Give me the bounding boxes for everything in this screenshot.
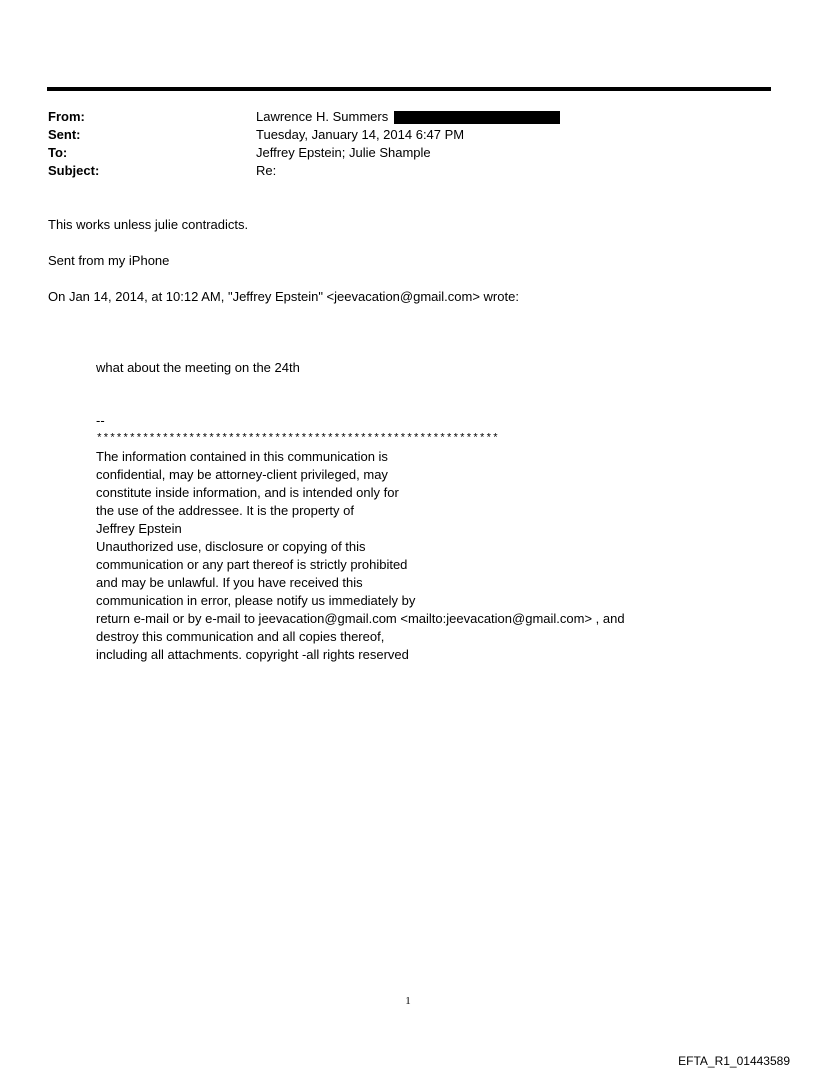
quote-attribution: On Jan 14, 2014, at 10:12 AM, "Jeffrey Epstein" <jeevacation@gmail.com> wrote: [48, 289, 519, 304]
header-divider [47, 87, 771, 91]
subject-label: Subject: [48, 163, 100, 178]
quoted-text: what about the meeting on the 24th [96, 360, 300, 375]
from-row [48, 108, 768, 126]
subject-value: Re: [256, 163, 277, 178]
notice-line: confidential, may be attorney-client privileged, may [96, 467, 388, 482]
signature-stars: ************************************************************* [96, 433, 499, 445]
confidentiality-notice [96, 412, 776, 664]
sent-row [48, 126, 768, 144]
quoted-message [96, 359, 776, 377]
notice-line: communication in error, please notify us immediately by [96, 593, 416, 608]
notice-line: constitute inside information, and is intended only for [96, 485, 399, 500]
to-value: Jeffrey Epstein; Julie Shample [256, 145, 431, 160]
email-body [48, 216, 768, 306]
notice-line: the use of the addressee. It is the property of [96, 503, 354, 518]
from-name: Lawrence H. Summers [256, 109, 389, 124]
notice-line: return e-mail or by e-mail to jeevacation@gmail.com <mailto:jeevacation@gmail.com> , and [96, 611, 625, 626]
signature-dashes: -- [96, 413, 105, 428]
notice-line: and may be unlawful. If you have received this [96, 575, 363, 590]
notice-line: including all attachments. copyright -all rights reserved [96, 647, 409, 662]
to-row [48, 144, 768, 162]
reply-text: This works unless julie contradicts. [48, 217, 249, 232]
from-value [256, 108, 560, 126]
sent-value: Tuesday, January 14, 2014 6:47 PM [256, 127, 465, 142]
to-label: To: [48, 145, 68, 160]
notice-line: Unauthorized use, disclosure or copying of this [96, 539, 366, 554]
redaction-bar [394, 111, 560, 124]
subject-row [48, 162, 768, 180]
notice-line: communication or any part thereof is strictly prohibited [96, 557, 408, 572]
device-signature: Sent from my iPhone [48, 253, 170, 268]
email-header [48, 108, 768, 180]
notice-line: Jeffrey Epstein [96, 521, 182, 536]
page-number: 1 [405, 995, 411, 1007]
notice-line: destroy this communication and all copies thereof, [96, 629, 385, 644]
document-id: EFTA_R1_01443589 [678, 1054, 790, 1068]
sent-label: Sent: [48, 127, 81, 142]
from-label: From: [48, 109, 85, 124]
notice-line: The information contained in this communication is [96, 449, 388, 464]
